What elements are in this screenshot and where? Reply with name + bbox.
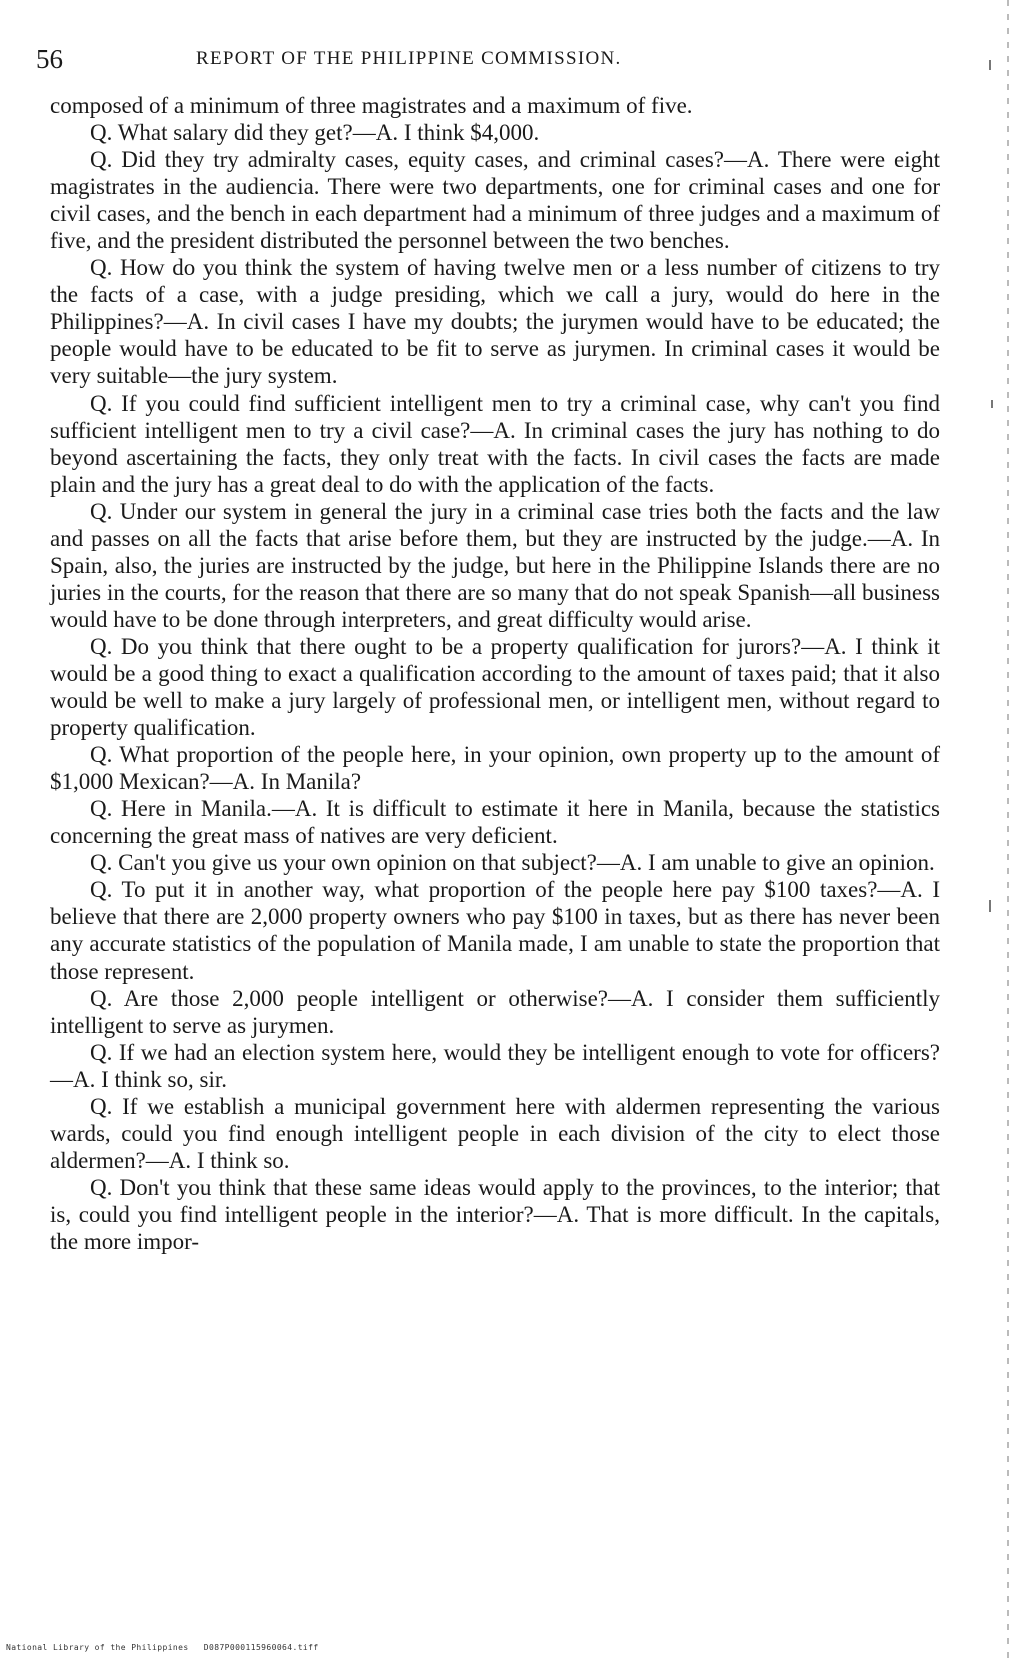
paragraph: Q. To put it in another way, what proportion of the people here pay $100 taxes?—A. I believe that there are 2,000 property owners who pay $100 in taxes, but as there has never been any accurate statistics of the population of Manila made, I am unable to state the proportion that those represent. bbox=[50, 877, 940, 984]
paragraph: Q. Are those 2,000 people intelligent or otherwise?—A. I consider them sufficiently intelligent to serve as jurymen. bbox=[50, 985, 940, 1038]
running-head: REPORT OF THE PHILIPPINE COMMISSION. bbox=[196, 48, 622, 69]
page-number: 56 bbox=[36, 44, 63, 74]
paragraph: Q. What salary did they get?—A. I think $4,000. bbox=[90, 120, 540, 146]
footer-file: D087P000115960064.tiff bbox=[203, 1643, 319, 1652]
edge-tick bbox=[991, 400, 993, 408]
paragraph: Q. Under our system in general the jury in a criminal case tries both the facts and the law and passes on all the facts that arise before them, but they are instructed by the judge.—A. In Spain, also, the juries are instructed by the judge, but here in the Philippine Islands there are no juries in the courts, for the reason that there are so many that do not speak Spanish—all business would have to be done through interpreters, and great difficulty would arise. bbox=[50, 498, 940, 632]
paragraph: Q. If we establish a municipal government here with aldermen representing the various wards, could you find enough intelligent people in each division of the city to elect those aldermen?—A. I think so. bbox=[50, 1093, 940, 1173]
body-text bbox=[50, 92, 940, 1255]
footer-source: National Library of the Philippines bbox=[6, 1643, 189, 1652]
paragraph: Q. How do you think the system of having twelve men or a less number of citizens to try the facts of a case, with a judge presiding, which we call a jury, would do here in the Philippines?—A. In civil cases I have my doubts; the jurymen would have to be educated; the people would have to be educated to be fit to serve as jurymen. In criminal cases it would be very suitable—the jury system. bbox=[50, 255, 940, 389]
edge-tick bbox=[989, 900, 991, 912]
paragraph: Q. What proportion of the people here, in your opinion, own property up to the amount of $1,000 Mexican?—A. In Manila? bbox=[50, 742, 940, 795]
paragraph: composed of a minimum of three magistrates and a maximum of five. bbox=[50, 93, 693, 118]
paragraph: Q. If we had an election system here, would they be intelligent enough to vote for officers?—A. I think so, sir. bbox=[50, 1039, 940, 1092]
scan-footer bbox=[6, 1643, 329, 1652]
paragraph: Q. Here in Manila.—A. It is difficult to estimate it here in Manila, because the statistics concerning the great mass of natives are very deficient. bbox=[50, 796, 940, 849]
page-header bbox=[36, 40, 936, 80]
paragraph: Q. Do you think that there ought to be a property qualification for jurors?—A. I think it would be a good thing to exact a qualification according to the amount of taxes paid; that it also would be well to make a jury largely of professional men, or intelligent men, without regard to property qualification. bbox=[50, 633, 940, 741]
scan-edge-shadow bbox=[1007, 0, 1009, 1658]
scan-margin bbox=[985, 0, 1005, 1658]
edge-tick bbox=[989, 60, 991, 70]
paragraph: Q. Did they try admiralty cases, equity cases, and criminal cases?—A. There were eight magistrates in the audiencia. There were two departments, one for criminal cases and one for civil cases, and the bench in each department had a minimum of three judges and a maximum of five, and the president distributed the personnel between the two benches. bbox=[50, 147, 940, 254]
paragraph: Q. Don't you think that these same ideas would apply to the provinces, to the interior; that is, could you find intelligent people in the interior?—A. That is more difficult. In the capitals, the more impor- bbox=[50, 1174, 940, 1254]
paragraph: Q. If you could find sufficient intelligent men to try a criminal case, why can't you find sufficient intelligent men to try a civil case?—A. In criminal cases the jury has nothing to do beyond ascertaining the facts, they only treat with the facts. In civil cases the facts are made plain and the jury has a great deal to do with the application of the facts. bbox=[50, 390, 940, 497]
paragraph: Q. Can't you give us your own opinion on that subject?—A. I am unable to give an opinion. bbox=[90, 850, 935, 876]
